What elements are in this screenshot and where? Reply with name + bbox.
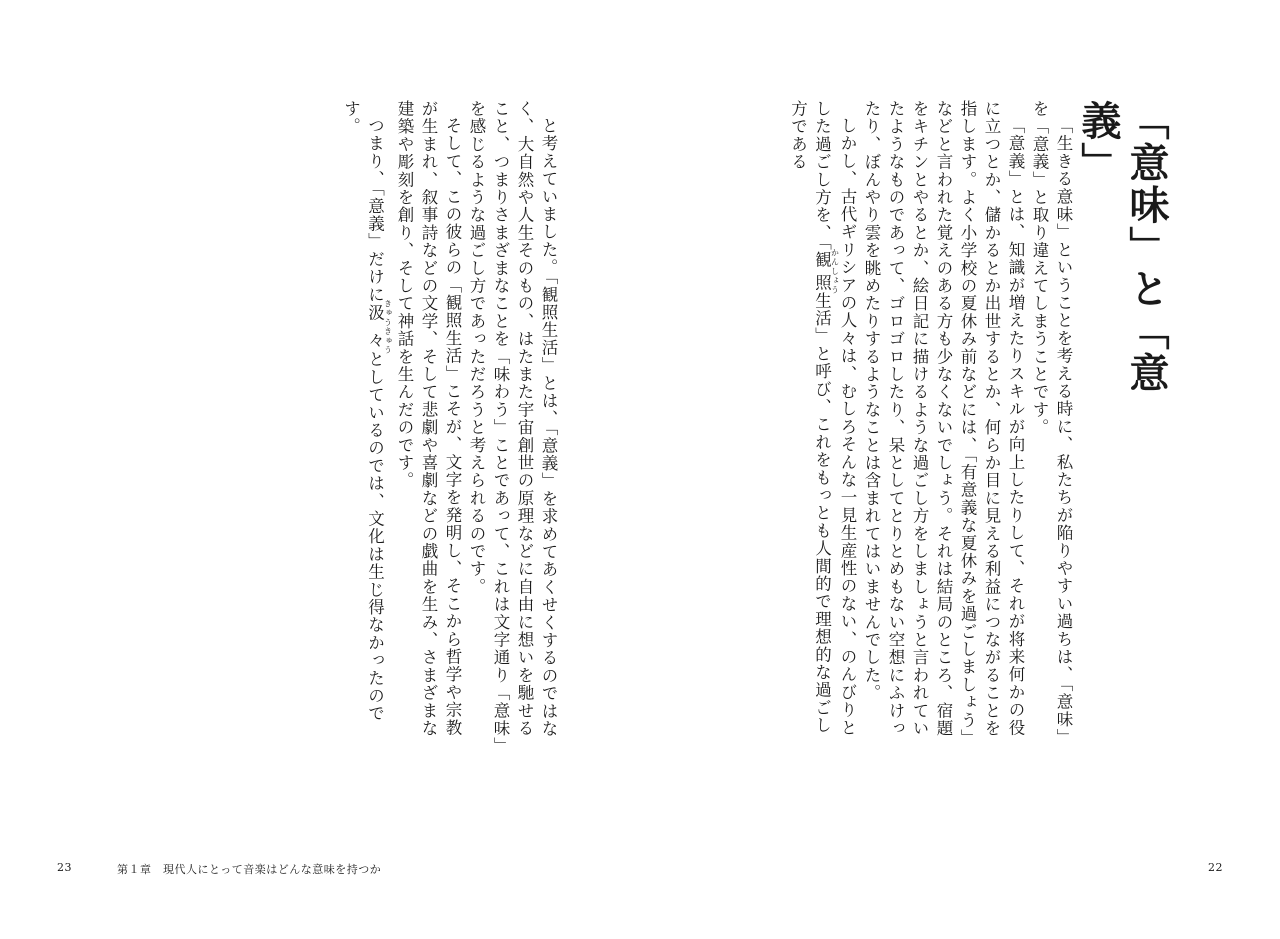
- right-page: [640, 0, 1280, 939]
- right-body-text: [735, 100, 1075, 750]
- paragraph: しかし、古代ギリシアの人々は、むしろそんな一見生産性のない、のんびりとした過ごし方を、「観照 かんしょう生活」と呼び、これをもっとも人間的で理想的な過ごし方である: [788, 100, 857, 736]
- page-number-right: 22: [1208, 861, 1223, 874]
- ruby-annotation: 汲々 きゅうきゅう: [365, 298, 393, 355]
- running-head: 第１章 現代人にとって音楽はどんな意味を持つか: [117, 863, 382, 876]
- paragraph: と考えていました。「観照生活」とは、「意義」を求めてあくせくするのではなく、大自然や人生そのもの、はたまた宇宙創世の原理などに自由に想いを馳せること、つまりさまざまなことを「味わう」ことであって、これは文字通り「意味」を感じるような過ごし方であっただろうと考えられるのです。: [467, 100, 558, 747]
- section-heading: 「意味」と「意義」: [1075, 100, 1170, 394]
- paragraph: 「生きる意味」ということを考える時に、私たちが陥りやすい過ちは、「意味」を「意義」と取り違えてしまうことです。: [1030, 100, 1073, 746]
- ruby-annotation: 観照 かんしょう: [812, 248, 840, 295]
- page-number-left: 23: [57, 861, 72, 874]
- paragraph: 「意義」とは、知識が増えたりスキルが向上したりして、それが将来何かの役に立つとか、儲かるとか出世するとか、何らか目に見える利益につながることを指します。よく小学校の夏休み前などには、「有意義な夏休みを過ごしましょう」などと言われた覚えのある方も少なくないでしょう。それは結局のところ、宿題をキチンとやるとか、絵日記に描けるような過ごし方をしましょうと言われていたようなものであって、ゴロゴロしたり、呆としてとりとめもない空想にふけったり、ぼんやり雲を眺めたりするようなことは含まれてはいませんでした。: [862, 100, 1025, 747]
- paragraph: そして、この彼らの「観照生活」こそが、文字を発明し、そこから哲学や宗教が生まれ、叙事詩などの文学、そして悲劇や喜劇などの戯曲を生み、さまざまな建築や彫刻を創り、そして神話を生んだのです。: [395, 100, 462, 738]
- left-body-text: [320, 100, 560, 750]
- paragraph: つまり、「意義」だけに汲々 きゅうきゅうとしているのでは、文化は生じ得なかったのです。: [341, 100, 393, 722]
